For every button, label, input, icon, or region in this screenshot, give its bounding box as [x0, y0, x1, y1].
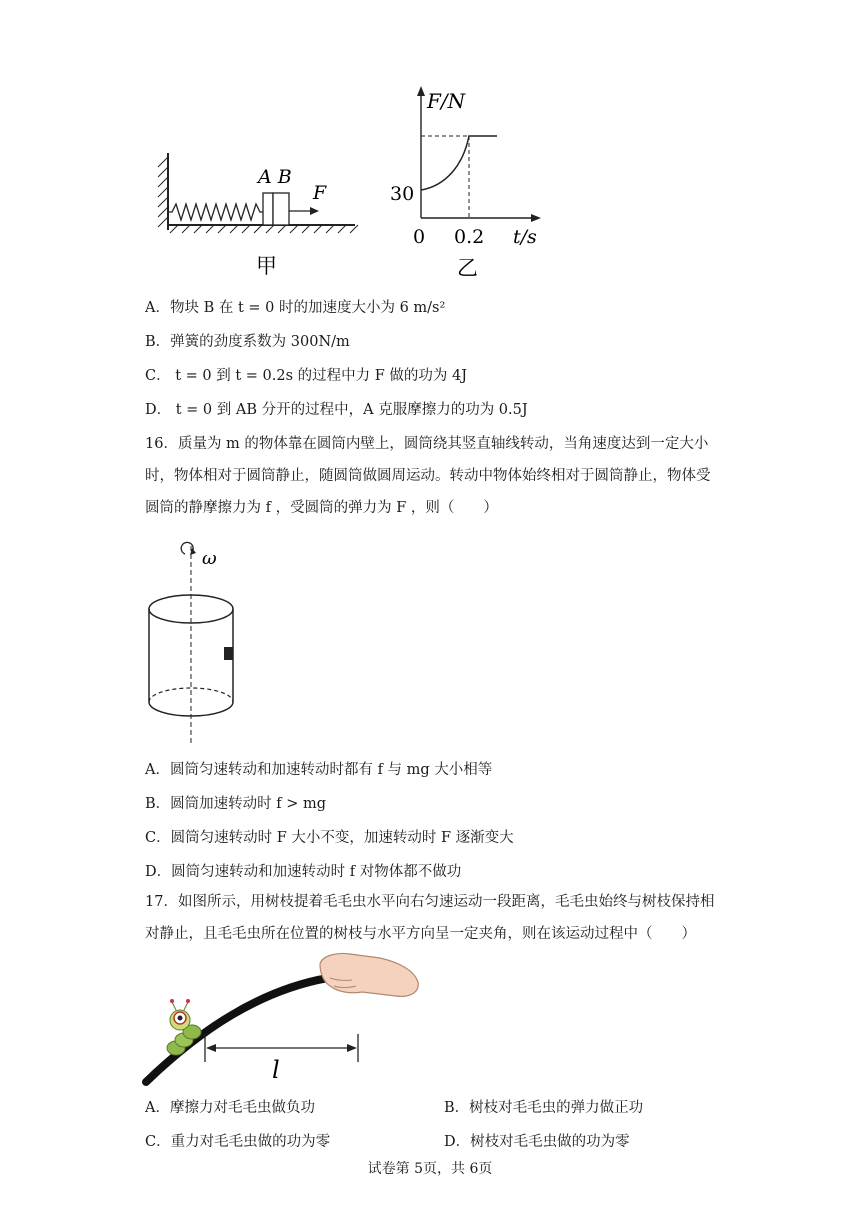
distance-label: l	[272, 1056, 280, 1084]
x-axis-label: t/s	[513, 226, 537, 248]
q16-option-c[interactable]: C．圆筒匀速转动时 F 大小不变，加速转动时 F 逐渐变大	[145, 830, 514, 846]
figure-jia	[150, 145, 365, 280]
block-a	[263, 193, 273, 225]
q17-option-a[interactable]: A．摩擦力对毛毛虫做负功	[145, 1100, 315, 1116]
y-tick-30: 30	[390, 183, 415, 205]
x-origin: 0	[413, 226, 426, 248]
figure-yi	[385, 82, 545, 282]
q15-option-c[interactable]: C． t = 0 到 t = 0.2s 的过程中力 F 做的功为 4J	[145, 368, 468, 384]
q16-option-b[interactable]: B．圆筒加速转动时 f > mg	[145, 796, 327, 812]
x-tick-0.2: 0.2	[454, 226, 485, 248]
y-axis-label: F/N	[427, 89, 466, 113]
object-block	[224, 647, 233, 660]
q16-option-a[interactable]: A．圆筒匀速转动和加速转动时都有 f 与 mg 大小相等	[145, 762, 493, 778]
block-b	[273, 193, 289, 225]
branch	[146, 978, 328, 1082]
q17-option-d[interactable]: D．树枝对毛毛虫做的功为零	[444, 1134, 630, 1150]
force-curve	[421, 136, 497, 190]
label-ab: A B	[258, 166, 292, 188]
q17-option-b[interactable]: B．树枝对毛毛虫的弹力做正功	[444, 1100, 644, 1116]
caption-jia: 甲	[256, 254, 277, 278]
q16-stem: 16．质量为 m 的物体靠在圆筒内壁上，圆筒绕其竖直轴线转动，当角速度达到一定大小时，物体相对于圆筒静止，随圆筒做圆周运动。转动中物体始终相对于圆筒静止，物体受圆筒的静摩擦力为 f ，受圆筒的弹力为 F ，则（ ）	[145, 436, 711, 516]
q15-option-a[interactable]: A．物块 B 在 t = 0 时的加速度大小为 6 m/s²	[145, 300, 446, 316]
hand-icon	[320, 953, 418, 996]
spring	[168, 204, 263, 220]
q16-option-d[interactable]: D．圆筒匀速转动和加速转动时 f 对物体都不做功	[145, 864, 462, 880]
omega-label: ω	[202, 548, 217, 569]
q15-option-d[interactable]: D． t = 0 到 AB 分开的过程中，A 克服摩擦力的功为 0.5J	[145, 402, 528, 418]
caption-yi: 乙	[457, 256, 478, 280]
q15-option-b[interactable]: B．弹簧的劲度系数为 300N/m	[145, 334, 350, 350]
caterpillar-icon	[167, 999, 201, 1055]
figure-branch	[140, 950, 430, 1090]
q17-stem: 17．如图所示，用树枝提着毛毛虫水平向右匀速运动一段距离，毛毛虫始终与树枝保持相对静止，且毛毛虫所在位置的树枝与水平方向呈一定夹角，则在该运动过程中（ ）	[145, 894, 715, 942]
figure-cylinder	[140, 538, 250, 748]
q17-option-c[interactable]: C．重力对毛毛虫做的功为零	[145, 1134, 331, 1150]
label-force: F	[313, 182, 327, 204]
page-footer: 试卷第 5页，共 6页	[367, 1161, 493, 1177]
